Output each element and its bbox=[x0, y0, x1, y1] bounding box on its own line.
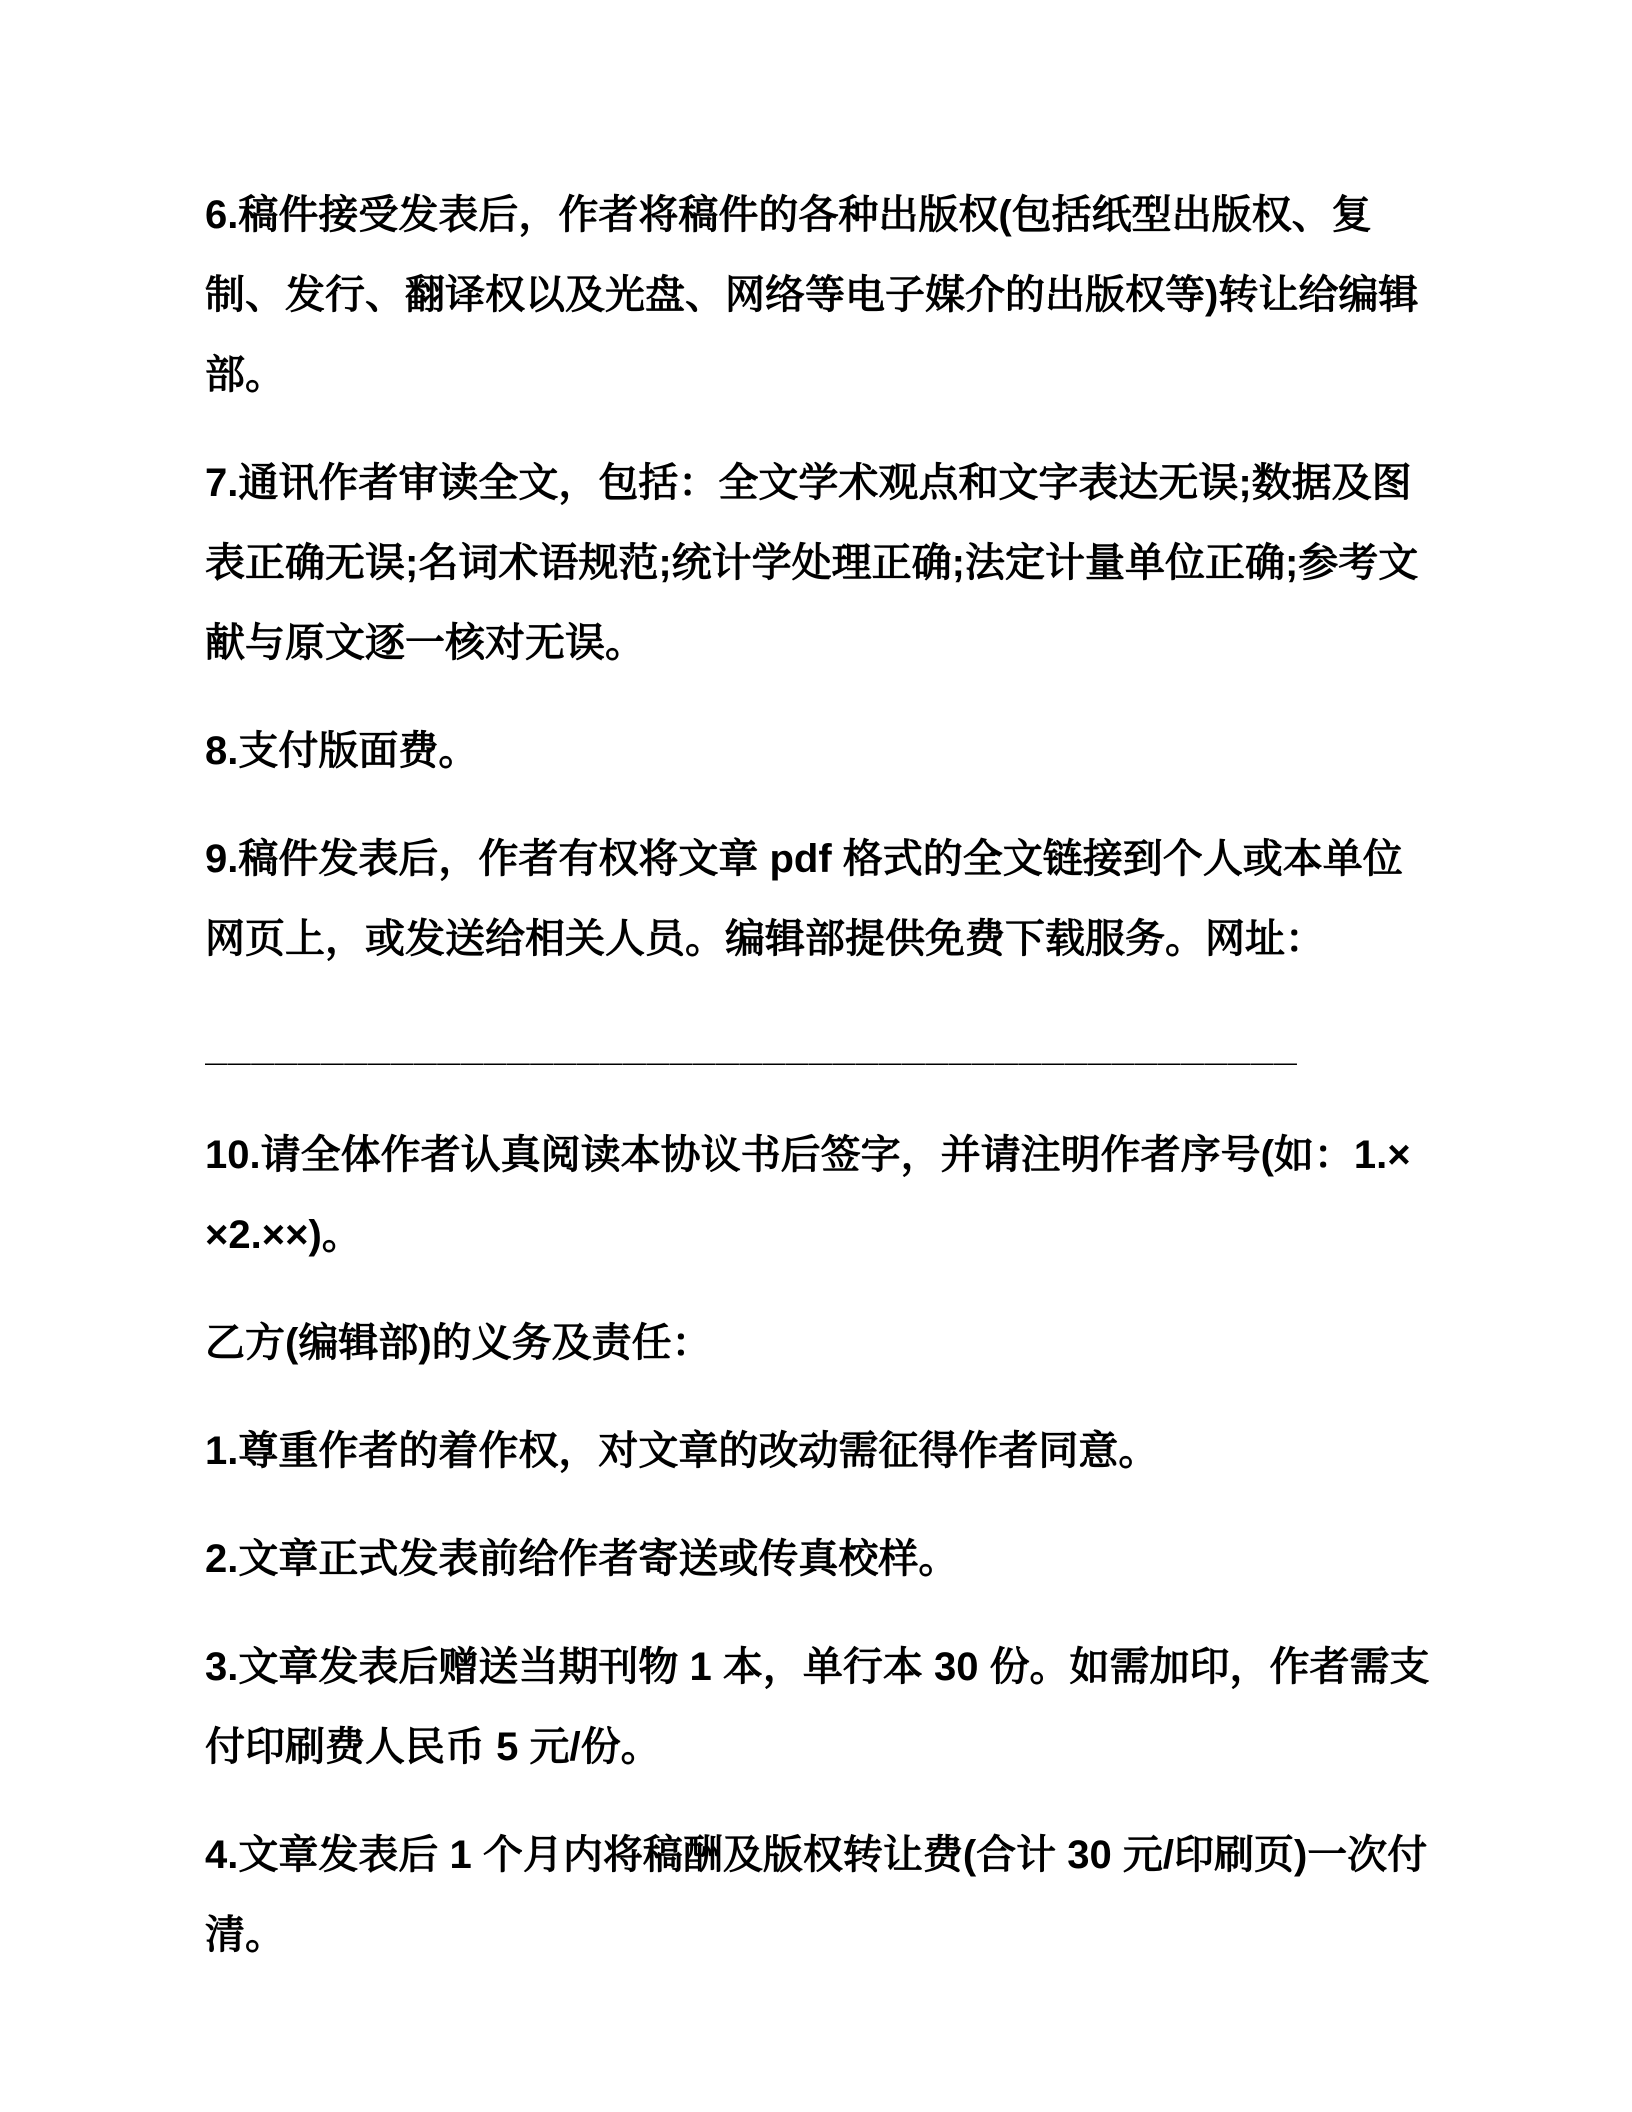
clause-9: 9.稿件发表后，作者有权将文章 pdf 格式的全文链接到个人或本单位网页上，或发送给相关人员。编辑部提供免费下载服务。网址： bbox=[205, 837, 1403, 961]
party-b-clause-3: 3.文章发表后赠送当期刊物 1 本，单行本 30 份。如需加印，作者需支付印刷费人民币 5 元/份。 bbox=[205, 1645, 1430, 1769]
party-b-clause-4: 4.文章发表后 1 个月内将稿酬及版权转让费(合计 30 元/印刷页)一次付清。 bbox=[205, 1833, 1428, 1957]
party-b-clause-1: 1.尊重作者的着作权，对文章的改动需征得作者同意。 bbox=[205, 1429, 1159, 1473]
clause-10: 10.请全体作者认真阅读本协议书后签字，并请注明作者序号(如：1.××2.××)。 bbox=[205, 1133, 1411, 1257]
party-b-heading: 乙方(编辑部)的义务及责任： bbox=[205, 1321, 712, 1365]
clause-8: 8.支付版面费。 bbox=[205, 729, 479, 773]
url-blank-line: _______________________________________________ bbox=[205, 1025, 1298, 1069]
clause-7: 7.通讯作者审读全文，包括：全文学术观点和文字表达无误;数据及图表正确无误;名词术语规范;统计学处理正确;法定计量单位正确;参考文献与原文逐一核对无误。 bbox=[205, 461, 1419, 665]
party-b-clause-2: 2.文章正式发表前给作者寄送或传真校样。 bbox=[205, 1537, 959, 1581]
clause-6: 6.稿件接受发表后，作者将稿件的各种出版权(包括纸型出版权、复制、发行、翻译权以及光盘、网络等电子媒介的出版权等)转让给编辑部。 bbox=[205, 193, 1419, 397]
